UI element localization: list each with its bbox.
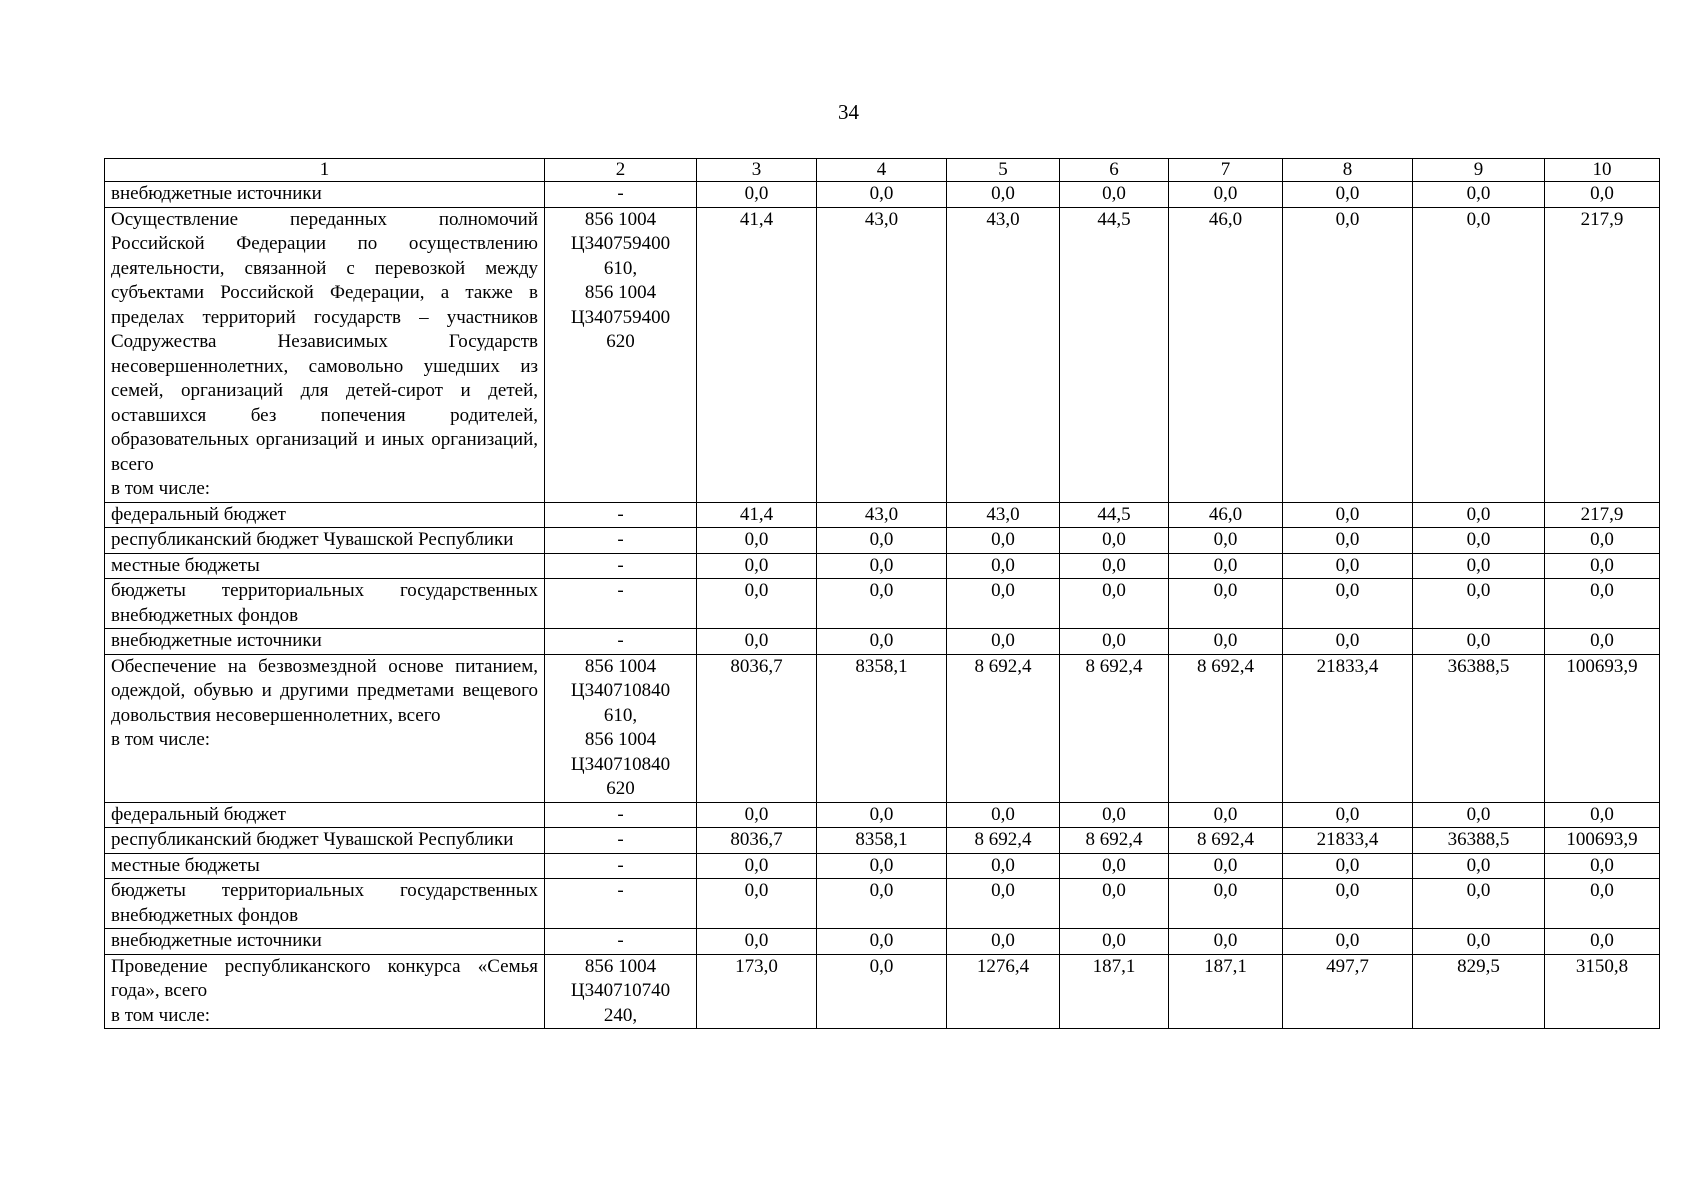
value-cell: 46,0 <box>1169 207 1283 502</box>
value-cell: 1276,4 <box>947 954 1060 1029</box>
budget-code-line: Ц340759400 <box>570 306 671 328</box>
table-row <box>105 853 1660 879</box>
row-name-text: в том числе: <box>111 1004 211 1026</box>
value-cell: 0,0 <box>817 954 947 1029</box>
budget-code-line: Ц340759400 <box>570 233 671 254</box>
value-cell: 0,0 <box>1413 528 1545 554</box>
budget-code-cell <box>545 502 697 528</box>
value-cell: 0,0 <box>1283 502 1413 528</box>
value-cell: 173,0 <box>697 954 817 1029</box>
value-cell: 0,0 <box>1283 929 1413 955</box>
budget-code-line: - <box>617 854 624 876</box>
budget-code-cell <box>545 929 697 955</box>
row-name-cell <box>105 853 545 879</box>
value-cell: 0,0 <box>1545 802 1660 828</box>
value-cell: 0,0 <box>1169 929 1283 955</box>
value-cell: 0,0 <box>1283 629 1413 655</box>
value-cell: 0,0 <box>1283 528 1413 554</box>
value-cell: 0,0 <box>1169 802 1283 828</box>
row-name-cell <box>105 182 545 208</box>
value-cell: 0,0 <box>1413 182 1545 208</box>
value-cell: 0,0 <box>1413 853 1545 879</box>
value-cell: 497,7 <box>1283 954 1413 1029</box>
value-cell: 8036,7 <box>697 828 817 854</box>
row-name-cell <box>105 929 545 955</box>
budget-code-line: Ц340710740 <box>570 980 671 1001</box>
value-cell: 0,0 <box>1413 629 1545 655</box>
budget-code-cell <box>545 553 697 579</box>
value-cell: 0,0 <box>1169 853 1283 879</box>
table-row <box>105 828 1660 854</box>
budget-code-cell <box>545 828 697 854</box>
budget-code-line: 856 1004 <box>584 282 657 303</box>
value-cell: 3150,8 <box>1545 954 1660 1029</box>
column-number: 10 <box>1545 159 1660 182</box>
column-number: 6 <box>1060 159 1169 182</box>
value-cell: 0,0 <box>1283 802 1413 828</box>
table-row <box>105 954 1660 1029</box>
value-cell: 0,0 <box>1169 553 1283 579</box>
value-cell: 8 692,4 <box>947 828 1060 854</box>
value-cell: 0,0 <box>1545 853 1660 879</box>
value-cell: 100693,9 <box>1545 654 1660 802</box>
value-cell: 0,0 <box>1283 182 1413 208</box>
budget-code-cell <box>545 182 697 208</box>
value-cell: 0,0 <box>1283 853 1413 879</box>
budget-code-line: 620 <box>606 331 635 352</box>
value-cell: 0,0 <box>1060 929 1169 955</box>
row-name-text: внебюджетные источники <box>111 183 322 204</box>
value-cell: 0,0 <box>1283 879 1413 929</box>
table-row <box>105 528 1660 554</box>
value-cell: 0,0 <box>697 579 817 629</box>
row-name-cell <box>105 654 545 802</box>
value-cell: 0,0 <box>1413 502 1545 528</box>
value-cell: 0,0 <box>1060 879 1169 929</box>
value-cell: 0,0 <box>1283 579 1413 629</box>
row-name-text: республиканский бюджет Чувашской Республики <box>111 529 514 550</box>
value-cell: 0,0 <box>817 579 947 629</box>
value-cell: 0,0 <box>697 879 817 929</box>
value-cell: 8358,1 <box>817 828 947 854</box>
value-cell: 0,0 <box>1060 853 1169 879</box>
value-cell: 0,0 <box>1413 579 1545 629</box>
budget-code-line: 240, <box>603 1004 638 1026</box>
value-cell: 0,0 <box>697 629 817 655</box>
value-cell: 0,0 <box>697 853 817 879</box>
budget-code-cell <box>545 528 697 554</box>
value-cell: 0,0 <box>947 879 1060 929</box>
row-name-text: местные бюджеты <box>111 554 260 576</box>
value-cell: 0,0 <box>1545 879 1660 929</box>
table-row <box>105 579 1660 629</box>
value-cell: 0,0 <box>1283 207 1413 502</box>
table-row <box>105 802 1660 828</box>
value-cell: 46,0 <box>1169 502 1283 528</box>
value-cell: 0,0 <box>817 553 947 579</box>
row-name-text: внебюджетные источники <box>111 630 322 651</box>
value-cell: 0,0 <box>1545 553 1660 579</box>
value-cell: 0,0 <box>1060 528 1169 554</box>
row-name-text: федеральный бюджет <box>111 803 286 825</box>
budget-code-cell <box>545 954 697 1029</box>
value-cell: 0,0 <box>817 629 947 655</box>
value-cell: 829,5 <box>1413 954 1545 1029</box>
value-cell: 0,0 <box>1060 802 1169 828</box>
row-name-cell <box>105 579 545 629</box>
row-name-text: в том числе: <box>111 478 211 499</box>
budget-code-line: - <box>617 183 624 204</box>
row-name-cell <box>105 802 545 828</box>
budget-code-cell <box>545 207 697 502</box>
budget-code-line: - <box>617 829 624 850</box>
value-cell: 43,0 <box>817 502 947 528</box>
table-row <box>105 929 1660 955</box>
budget-code-line: 856 1004 <box>584 729 657 750</box>
column-number: 7 <box>1169 159 1283 182</box>
budget-table <box>104 158 1660 1029</box>
value-cell: 187,1 <box>1169 954 1283 1029</box>
value-cell: 8358,1 <box>817 654 947 802</box>
value-cell: 0,0 <box>697 802 817 828</box>
value-cell: 217,9 <box>1545 502 1660 528</box>
value-cell: 8 692,4 <box>1060 654 1169 802</box>
table-row <box>105 629 1660 655</box>
column-number: 9 <box>1413 159 1545 182</box>
row-name-text: бюджеты территориальных государственных внебюджетных фондов <box>111 880 538 926</box>
row-name-text: федеральный бюджет <box>111 503 286 525</box>
value-cell: 0,0 <box>947 629 1060 655</box>
budget-code-line: 856 1004 <box>584 208 657 230</box>
table-row <box>105 553 1660 579</box>
row-name-text: Проведение республиканского конкурса «Семья года», всего <box>111 955 538 1001</box>
value-cell: 0,0 <box>1545 629 1660 655</box>
row-name-cell <box>105 207 545 502</box>
value-cell: 44,5 <box>1060 502 1169 528</box>
column-number: 4 <box>817 159 947 182</box>
value-cell: 0,0 <box>947 853 1060 879</box>
value-cell: 21833,4 <box>1283 828 1413 854</box>
row-name-text: бюджеты территориальных государственных внебюджетных фондов <box>111 580 538 626</box>
value-cell: 0,0 <box>1060 553 1169 579</box>
budget-code-cell <box>545 879 697 929</box>
budget-code-line: - <box>617 803 624 825</box>
value-cell: 43,0 <box>947 207 1060 502</box>
value-cell: 0,0 <box>1169 182 1283 208</box>
budget-code-line: 620 <box>606 778 635 799</box>
value-cell: 0,0 <box>1060 579 1169 629</box>
value-cell: 187,1 <box>1060 954 1169 1029</box>
value-cell: 0,0 <box>1169 879 1283 929</box>
column-number: 3 <box>697 159 817 182</box>
value-cell: 0,0 <box>1545 579 1660 629</box>
table-row <box>105 182 1660 208</box>
value-cell: 0,0 <box>697 929 817 955</box>
budget-code-cell <box>545 802 697 828</box>
value-cell: 41,4 <box>697 502 817 528</box>
value-cell: 0,0 <box>697 553 817 579</box>
budget-code-line: 610, <box>603 257 638 279</box>
value-cell: 0,0 <box>1060 629 1169 655</box>
value-cell: 0,0 <box>697 182 817 208</box>
row-name-cell <box>105 502 545 528</box>
value-cell: 0,0 <box>817 182 947 208</box>
value-cell: 8036,7 <box>697 654 817 802</box>
budget-code-line: Ц340710840 <box>570 680 671 701</box>
budget-code-line: - <box>617 580 624 601</box>
value-cell: 36388,5 <box>1413 828 1545 854</box>
row-name-text: республиканский бюджет Чувашской Республики <box>111 829 514 850</box>
budget-code-cell <box>545 654 697 802</box>
value-cell: 0,0 <box>817 853 947 879</box>
value-cell: 43,0 <box>817 207 947 502</box>
value-cell: 44,5 <box>1060 207 1169 502</box>
value-cell: 0,0 <box>1413 879 1545 929</box>
row-name-cell <box>105 879 545 929</box>
page-number: 34 <box>838 100 859 124</box>
row-name-cell <box>105 828 545 854</box>
column-number: 1 <box>105 159 545 182</box>
budget-code-line: - <box>617 503 624 525</box>
table-row <box>105 207 1660 502</box>
row-name-text: внебюджетные источники <box>111 930 322 951</box>
budget-code-line: Ц340710840 <box>570 753 671 775</box>
value-cell: 0,0 <box>1283 553 1413 579</box>
value-cell: 0,0 <box>947 579 1060 629</box>
value-cell: 0,0 <box>947 182 1060 208</box>
row-name-cell <box>105 954 545 1029</box>
table-row <box>105 879 1660 929</box>
column-number: 5 <box>947 159 1060 182</box>
value-cell: 0,0 <box>697 528 817 554</box>
value-cell: 0,0 <box>1545 182 1660 208</box>
row-name-text: местные бюджеты <box>111 854 260 876</box>
value-cell: 21833,4 <box>1283 654 1413 802</box>
row-name-text: в том числе: <box>111 729 211 750</box>
row-name-text: Обеспечение на безвозмездной основе питанием, одеждой, обувью и другими предметами вещевого довольствия несовершеннолетних, всего <box>111 655 538 726</box>
budget-code-line: - <box>617 554 624 576</box>
value-cell: 0,0 <box>947 528 1060 554</box>
value-cell: 0,0 <box>947 553 1060 579</box>
table-row <box>105 502 1660 528</box>
budget-code-cell <box>545 853 697 879</box>
value-cell: 43,0 <box>947 502 1060 528</box>
value-cell: 0,0 <box>1545 929 1660 955</box>
row-name-cell <box>105 553 545 579</box>
value-cell: 0,0 <box>1169 629 1283 655</box>
value-cell: 0,0 <box>1413 802 1545 828</box>
budget-code-line: - <box>617 529 624 550</box>
budget-code-line: 856 1004 <box>584 955 657 977</box>
column-number: 2 <box>545 159 697 182</box>
value-cell: 100693,9 <box>1545 828 1660 854</box>
budget-code-line: - <box>617 630 624 651</box>
value-cell: 0,0 <box>1169 528 1283 554</box>
value-cell: 217,9 <box>1545 207 1660 502</box>
budget-code-cell <box>545 579 697 629</box>
budget-code-line: - <box>617 930 624 951</box>
value-cell: 0,0 <box>1060 182 1169 208</box>
column-number-row <box>105 159 1660 182</box>
row-name-cell <box>105 528 545 554</box>
budget-code-line: - <box>617 880 624 901</box>
value-cell: 0,0 <box>947 929 1060 955</box>
budget-code-cell <box>545 629 697 655</box>
value-cell: 0,0 <box>1169 579 1283 629</box>
table-body <box>105 159 1660 1029</box>
value-cell: 41,4 <box>697 207 817 502</box>
value-cell: 0,0 <box>1413 207 1545 502</box>
value-cell: 8 692,4 <box>1169 654 1283 802</box>
row-name-text: Осуществление переданных полномочий Российской Федерации по осуществлению деятельности, связанной с перевозкой между субъектами Российской Федерации, а также в пределах территорий государств – участников Содружества Независимых Государств несовершеннолетних, самовольно ушедших из семей, организаций для детей-сирот и детей, оставшихся без попечения родителей, образовательных организаций и иных организаций, всего <box>111 208 538 475</box>
column-number: 8 <box>1283 159 1413 182</box>
value-cell: 0,0 <box>817 879 947 929</box>
value-cell: 0,0 <box>817 929 947 955</box>
row-name-cell <box>105 629 545 655</box>
value-cell: 36388,5 <box>1413 654 1545 802</box>
value-cell: 8 692,4 <box>1169 828 1283 854</box>
value-cell: 0,0 <box>1413 553 1545 579</box>
value-cell: 8 692,4 <box>947 654 1060 802</box>
table-row <box>105 654 1660 802</box>
budget-code-line: 856 1004 <box>584 655 657 677</box>
budget-code-line: 610, <box>603 704 638 726</box>
value-cell: 0,0 <box>817 528 947 554</box>
value-cell: 0,0 <box>817 802 947 828</box>
value-cell: 0,0 <box>1413 929 1545 955</box>
value-cell: 8 692,4 <box>1060 828 1169 854</box>
value-cell: 0,0 <box>947 802 1060 828</box>
value-cell: 0,0 <box>1545 528 1660 554</box>
